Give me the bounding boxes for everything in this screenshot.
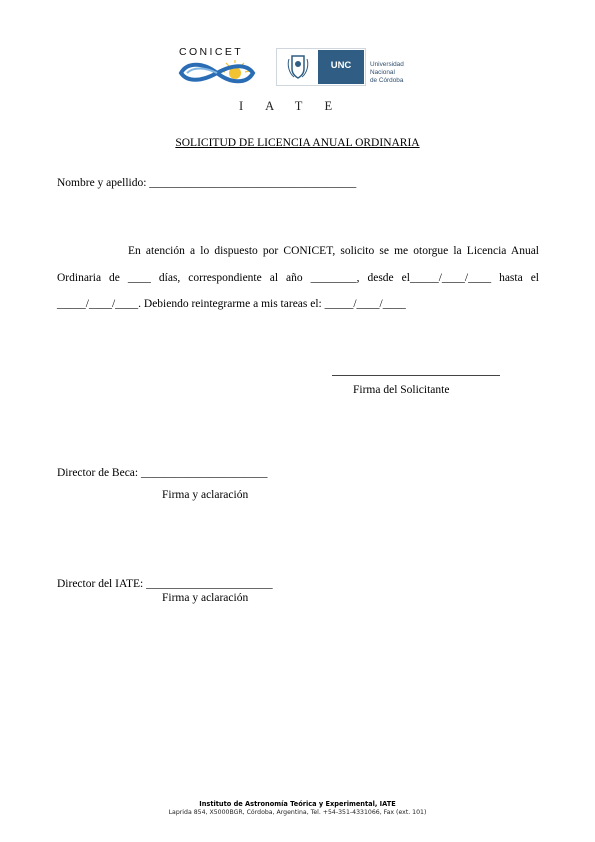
director-beca-signature-label: Firma y aclaración — [162, 489, 249, 501]
unc-logo-text: UNC — [330, 60, 352, 71]
director-beca-line: Director de Beca: ______________________ — [57, 467, 268, 479]
unc-name-line-3: de Córdoba — [370, 77, 404, 85]
unc-shield-icon — [279, 51, 317, 83]
signature-label: Firma del Solicitante — [353, 384, 450, 396]
form-title: SOLICITUD DE LICENCIA ANUAL ORDINARIA — [175, 137, 420, 149]
request-paragraph: En atención a lo dispuesto por CONICET, solicito se me otorgue la Licencia Anual Ordinaria de ____ días, correspondiente al año ________, desde el_____/____/____ hasta el _____/____/____. Debiendo reintegrarme a mis tareas el: _____/____/____ — [57, 245, 539, 310]
conicet-logo-text: CONICET — [179, 46, 244, 58]
unc-logo — [276, 48, 366, 86]
director-iate-signature-label: Firma y aclaración — [162, 592, 249, 604]
footer-address: Laprida 854, X5000BGR, Córdoba, Argentina, Tel. +54-351-4331066, Fax (ext. 101) — [168, 809, 427, 816]
unc-badge — [318, 50, 364, 84]
unc-name — [370, 61, 404, 86]
signature-line — [332, 375, 500, 376]
iate-acronym: IATE — [239, 99, 355, 113]
conicet-logo-icon — [177, 60, 257, 86]
unc-name-line-1: Universidad — [370, 61, 404, 68]
footer-institute-name: Instituto de Astronomía Teórica y Experimental, IATE — [199, 800, 396, 808]
director-iate-line: Director del IATE: ______________________ — [57, 578, 273, 590]
unc-name-line-2: Nacional — [370, 69, 395, 77]
nombre-field-line: Nombre y apellido: ____________________________________ — [57, 177, 357, 189]
